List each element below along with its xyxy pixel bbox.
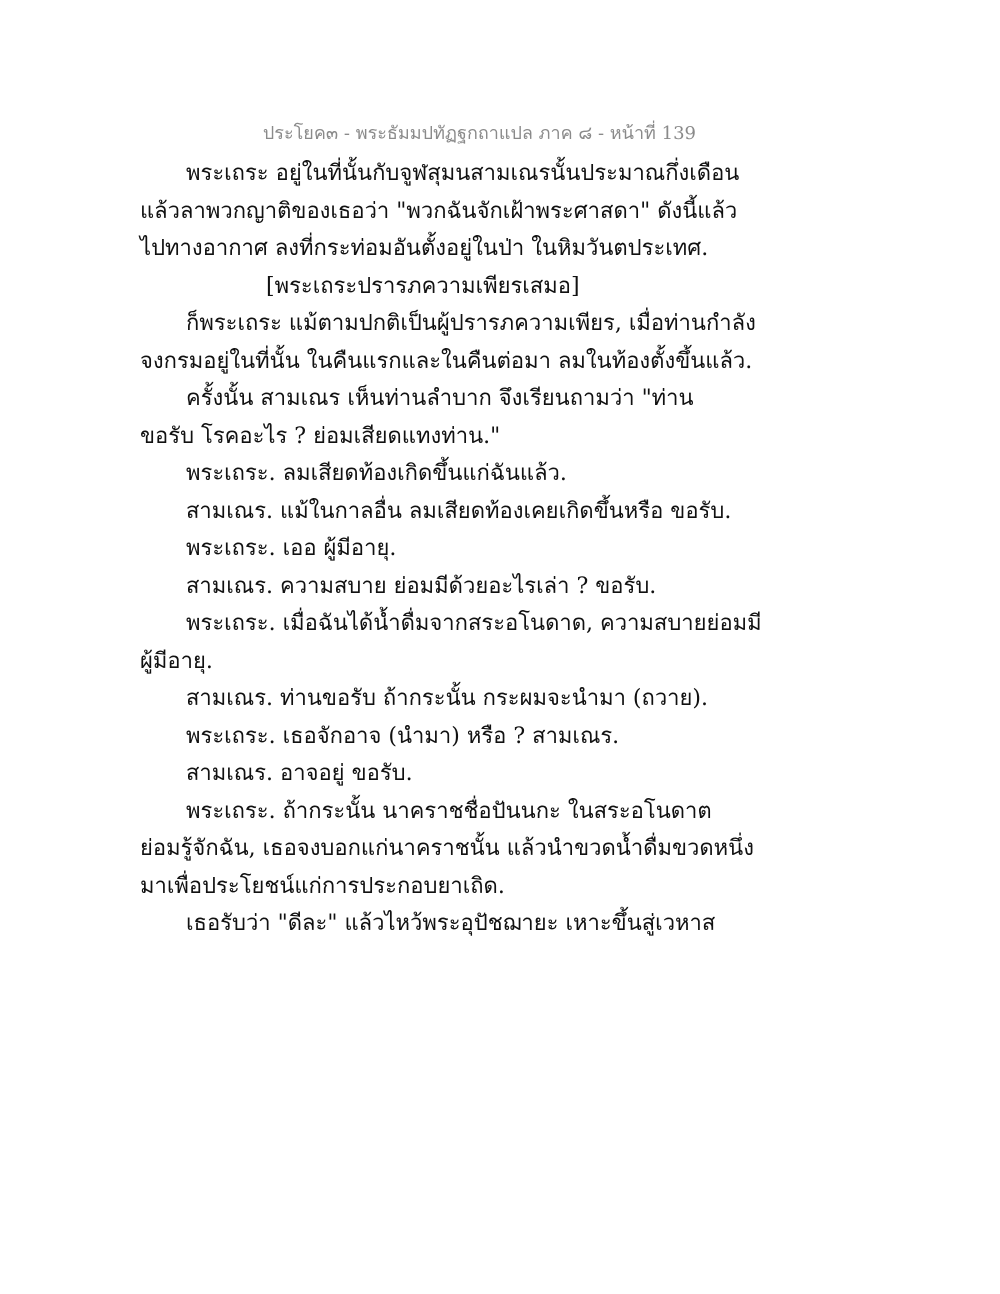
dialogue-line: สามเณร. แม้ในกาลอื่น ลมเสียดท้องเคยเกิดขึ้นหรือ ขอรับ. [186,498,732,524]
paragraph-line: แล้วลาพวกญาติของเธอว่า "พวกฉันจักเฝ้าพระศาสดา" ดังนี้แล้ว [140,198,738,224]
running-header: ประโยค๓ - พระธัมมปทัฏฐกถาแปล ภาค ๘ - หน้าที่ 139 [262,123,696,144]
paragraph-line: ไปทางอากาศ ลงที่กระท่อมอันตั้งอยู่ในป่า ในหิมวันตประเทศ. [140,236,709,261]
paragraph-line: เธอรับว่า "ดีละ" แล้วไหว้พระอุปัชฌายะ เหาะขึ้นสู่เวหาส [186,911,716,936]
dialogue-line: ผู้มีอายุ. [140,648,213,674]
dialogue-line: สามเณร. ความสบาย ย่อมมีด้วยอะไรเล่า ? ขอรับ. [186,573,657,599]
dialogue-line: มาเพื่อประโยชน์แก่การประกอบยาเถิด. [140,873,505,899]
dialogue-line: พระเถระ. ถ้ากระนั้น นาคราชชื่อปันนกะ ในสระอโนดาต [186,798,712,824]
dialogue-line: สามเณร. อาจอยู่ ขอรับ. [186,761,413,786]
dialogue-line: พระเถระ. เออ ผู้มีอายุ. [186,536,397,561]
body-text [140,155,762,943]
dialogue-line: พระเถระ. เธอจักอาจ (นำมา) หรือ ? สามเณร. [186,723,620,749]
paragraph-line: ครั้งนั้น สามเณร เห็นท่านลำบาก จึงเรียนถามว่า "ท่าน [186,386,694,411]
dialogue-line: พระเถระ. ลมเสียดท้องเกิดขึ้นแก่ฉันแล้ว. [186,461,567,486]
dialogue-line: พระเถระ. เมื่อฉันได้น้ำดื่มจากสระอโนดาด, ความสบายย่อมมี [186,611,762,636]
paragraph-line: จงกรมอยู่ในที่นั้น ในคืนแรกและในคืนต่อมา ลมในท้องตั้งขึ้นแล้ว. [140,348,753,374]
paragraph-line: ขอรับ โรคอะไร ? ย่อมเสียดแทงท่าน." [140,423,501,449]
section-heading: [พระเถระปรารภความเพียรเสมอ] [266,273,580,299]
dialogue-line: สามเณร. ท่านขอรับ ถ้ากระนั้น กระผมจะนำมา (ถวาย). [186,686,709,711]
dialogue-line: ย่อมรู้จักฉัน, เธอจงบอกแก่นาคราชนั้น แล้วนำขวดน้ำดื่มขวดหนึ่ง [140,836,754,861]
paragraph-line: ก็พระเถระ แม้ตามปกติเป็นผู้ปรารภความเพียร, เมื่อท่านกำลัง [186,311,756,336]
paragraph-line: พระเถระ อยู่ในที่นั้นกับจูฬสุมนสามเณรนั้นประมาณกึ่งเดือน [186,161,740,186]
